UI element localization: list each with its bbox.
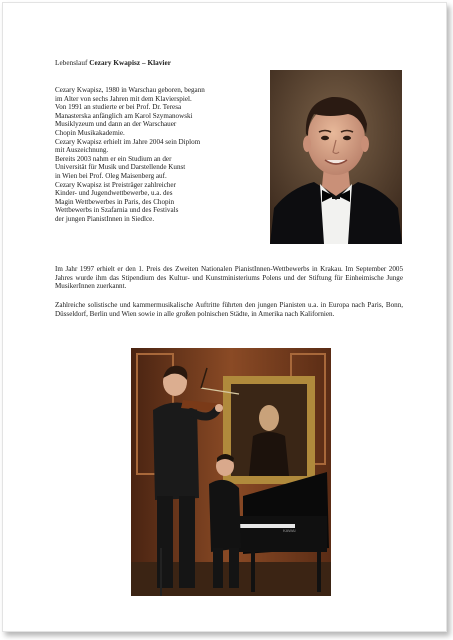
paragraph-awards: Im Jahr 1997 erhielt er den 1. Preis des Zweiten Nationalen PianistInnen-Wettbewerbs in Krakau. Im September 2005 Jahres wurde ihm das Stipendium des Kultur- und Kunstministeriums Polens und der Stiftung für Einheimische Junge MusikerInnen zuerkannt.	[55, 265, 403, 291]
concert-photo	[131, 348, 331, 596]
bio-line: Cezary Kwapisz ist Preisträger zahlreicher	[55, 180, 176, 189]
bio-line: der jungen PianistInnen in Siedlce.	[55, 214, 155, 223]
document-heading	[55, 59, 171, 67]
heading-name: Cezary Kwapisz	[89, 59, 141, 67]
heading-prefix: Lebenslauf	[55, 59, 88, 67]
bio-line: Musiklyzeum und dann an der Warschauer	[55, 120, 177, 129]
piano-brand: KAWAI	[283, 528, 296, 533]
bio-line: mit Auszeichnung.	[55, 146, 109, 155]
biography-text	[55, 86, 267, 224]
paragraph-performances: Zahlreiche solistische und kammermusikalische Auftritte führten den jungen Pianisten u.a. in Europa nach Paris, Bonn, Düsseldorf, Berlin und Wien sowie in alle großen polnischen Städte, in Amerika nach Kalifornien.	[55, 301, 403, 318]
portrait-photo	[270, 70, 402, 244]
document-page	[2, 2, 447, 632]
bio-line: in Wien bei Prof. Oleg Maisenberg auf.	[55, 171, 167, 180]
bio-line: Manasterska anfänglich am Karol Szymanowski	[55, 111, 193, 120]
bio-line: Bereits 2003 nahm er ein Studium an der	[55, 154, 172, 163]
bio-line: Kinder- und Jugendwettbewerbe, u.a. des	[55, 189, 173, 198]
bio-line: Cezary Kwapisz, 1980 in Warschau geboren, begann	[55, 86, 205, 94]
bio-line: Chopin Musikakademie.	[55, 128, 125, 137]
bio-line: Cezary Kwapisz erhielt im Jahre 2004 sein Diplom	[55, 137, 201, 146]
bio-line: Wettbewerbs in Szafarnia und des Festivals	[55, 206, 179, 215]
bio-line: Universität für Musik und Darstellende Kunst	[55, 163, 186, 172]
bio-line: Magin Wettbewerbes in Paris, des Chopin	[55, 197, 175, 206]
bio-line: im Alter von sechs Jahren mit dem Klavierspiel.	[55, 94, 192, 103]
bio-line: Von 1991 an studierte er bei Prof. Dr. Teresa	[55, 103, 182, 112]
heading-suffix: – Klavier	[141, 59, 171, 67]
